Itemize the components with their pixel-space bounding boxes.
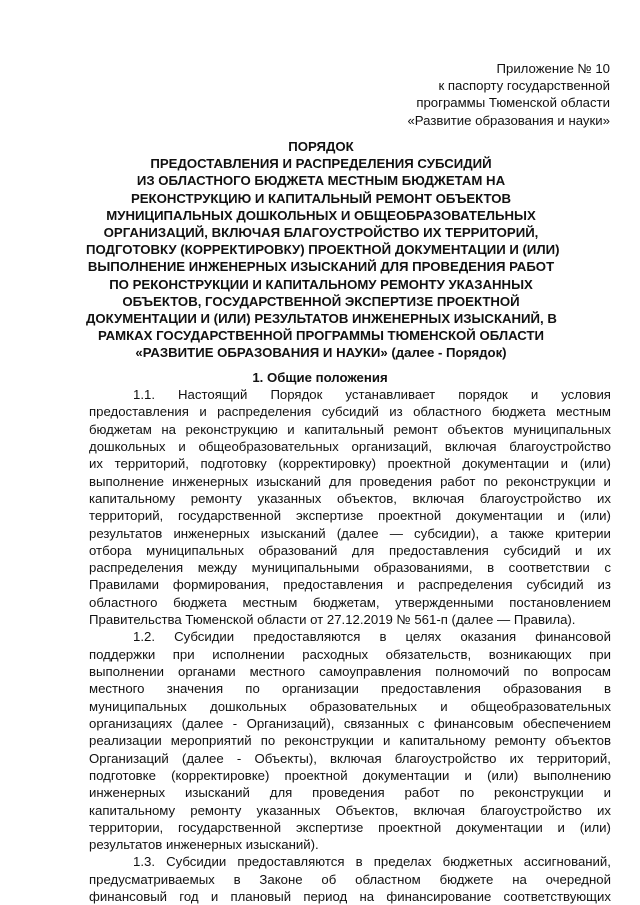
title-line: МУНИЦИПАЛЬНЫХ ДОШКОЛЬНЫХ И ОБЩЕОБРАЗОВАТЕЛЬНЫХ — [106, 207, 536, 223]
body-line: муниципальных дошкольных образовательных и общеобразовательных — [89, 698, 611, 714]
body-line: отбора муниципальных образований для предоставления субсидий и их — [89, 542, 611, 558]
title-line: РАМКАХ ГОСУДАРСТВЕННОЙ ПРОГРАММЫ ТЮМЕНСКОЙ ОБЛАСТИ — [97, 328, 545, 344]
body-line: 1.1. Настоящий Порядок устанавливает порядок и условия — [133, 387, 611, 402]
body-line: организациях (далее - Организаций), связанных с финансовым обеспечением — [89, 715, 611, 731]
body-line: инженерных изысканий для проведения работ по реконструкции и — [89, 785, 611, 801]
body-line: капитальному ремонту указанных объектов, включая благоустройство их — [89, 490, 611, 506]
appendix-line-3: программы Тюменской области — [416, 95, 610, 111]
body-line: территорий, государственной экспертизе проектной документации и (или) — [89, 508, 611, 524]
section-heading: 1. Общие положения — [252, 370, 388, 385]
body-line: их территорий, подготовку (корректировку) проектной документации и (или) — [89, 456, 611, 472]
body-line: предусматриваемых в Законе об областном бюджете на очередной — [89, 871, 611, 887]
title-line: ПО РЕКОНСТРУКЦИИ И КАПИТАЛЬНОМУ РЕМОНТУ УКАЗАННЫХ — [109, 276, 533, 292]
title-line: РЕКОНСТРУКЦИЮ И КАПИТАЛЬНЫЙ РЕМОНТ ОБЪЕКТОВ — [130, 190, 512, 206]
body-line: выполнение инженерных изысканий для проведения работ по реконструкции и — [89, 473, 611, 489]
appendix-note — [350, 60, 610, 129]
body-line: капитальному ремонту указанных Объектов, включая благоустройство их — [89, 802, 611, 818]
body-line: результатов инженерных изысканий (далее — субсидии), а также критерии — [89, 525, 611, 541]
body-line: дошкольных и общеобразовательных организаций, включая благоустройство — [89, 438, 611, 454]
title-line: ВЫПОЛНЕНИЕ ИНЖЕНЕРНЫХ ИЗЫСКАНИЙ ДЛЯ ПРОВЕДЕНИЯ РАБОТ — [87, 259, 555, 275]
body-line: бюджетам на реконструкцию и капитальный ремонт объектов муниципальных — [89, 421, 611, 437]
body-line: выполнении органами местного самоуправления полномочий по вопросам — [89, 664, 611, 679]
body-line: 1.3. Субсидии предоставляются в пределах бюджетных ассигнований, — [133, 854, 611, 870]
body-line: территории, государственной экспертизе проектной документации и (или) — [89, 819, 611, 835]
body-line: результатов инженерных изысканий). — [89, 837, 319, 853]
body-line: областного бюджета местным бюджетам, утвержденными постановлением — [89, 594, 611, 610]
title-line: ПОДГОТОВКУ (КОРРЕКТИРОВКУ) ПРОЕКТНОЙ ДОКУМЕНТАЦИИ И (ИЛИ) — [86, 242, 560, 258]
appendix-line-1: Приложение № 10 — [496, 61, 610, 76]
body-line: Организаций (далее - Объекты), включая благоустройство их территорий, — [89, 750, 611, 766]
body-line: местного значения по организации предоставления образования в — [89, 681, 611, 697]
title-line: ОРГАНИЗАЦИЙ, ВКЛЮЧАЯ БЛАГОУСТРОЙСТВО ИХ ТЕРРИТОРИЙ, — [103, 225, 539, 241]
title-line: ПОРЯДОК — [288, 139, 354, 154]
document-title — [86, 138, 560, 362]
body-line: распределения между муниципальными образованиями, в соответствии с — [89, 560, 611, 576]
title-line: ОБЪЕКТОВ, ГОСУДАРСТВЕННОЙ ЭКСПЕРТИЗЕ ПРОЕКТНОЙ — [122, 293, 520, 309]
body-text — [89, 386, 611, 905]
body-line: Правительства Тюменской области от 27.12.2019 № 561-п (далее — Правила). — [89, 612, 576, 628]
body-line: подготовке (корректировке) проектной документации и (или) выполнению — [89, 767, 611, 783]
title-line: ИЗ ОБЛАСТНОГО БЮДЖЕТА МЕСТНЫМ БЮДЖЕТАМ НА — [136, 173, 506, 189]
body-line: поддержки при исполнении расходных обязательств, возникающих при — [89, 646, 611, 662]
body-line: предоставления и распределения субсидий из областного бюджета местным — [89, 404, 611, 420]
body-line: финансовый год и плановый период на финансирование соответствующих — [89, 889, 611, 905]
title-line: ПРЕДОСТАВЛЕНИЯ И РАСПРЕДЕЛЕНИЯ СУБСИДИЙ — [150, 156, 492, 172]
body-line: 1.2. Субсидии предоставляются в целях оказания финансовой — [133, 629, 611, 645]
title-line: ДОКУМЕНТАЦИИ И (ИЛИ) РЕЗУЛЬТАТОВ ИНЖЕНЕРНЫХ ИЗЫСКАНИЙ, В — [86, 311, 557, 327]
appendix-line-2: к паспорту государственной — [438, 78, 610, 94]
body-line: Правилами формирования, предоставления и распределения субсидий из — [89, 577, 611, 593]
title-line: «РАЗВИТИЕ ОБРАЗОВАНИЯ И НАУКИ» (далее - Порядок) — [135, 345, 507, 361]
body-line: реализации мероприятий по реконструкции и капитальному ремонту объектов — [89, 733, 611, 749]
appendix-line-4: «Развитие образования и науки» — [407, 112, 610, 128]
